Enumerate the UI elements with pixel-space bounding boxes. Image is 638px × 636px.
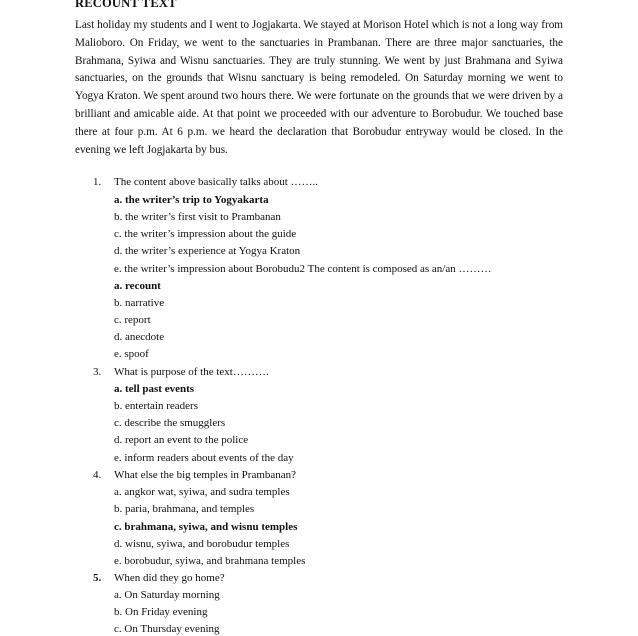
question-1-option-c: c. the writer’s impression about the guide: [114, 228, 297, 240]
question-3-option-d: d. report an event to the police: [114, 434, 249, 446]
question-2-option-a: a. recount: [114, 280, 161, 292]
question-2-option-c: c. report: [114, 314, 151, 326]
question-4-option-d: d. wisnu, syiwa, and borobudur temples: [114, 538, 290, 550]
question-1-text: The content above basically talks about ……..: [114, 176, 319, 188]
question-4-option-a: a. angkor wat, syiwa, and sudra temples: [114, 486, 290, 498]
question-3-text: What is purpose of the text……….: [114, 366, 269, 378]
recount-paragraph: Last holiday my students and I went to Jogjakarta. We stayed at Morison Hotel which is not a long way from Malioboro. On Friday, we went to the sanctuaries in Prambanan. There are three major sanctuaries, the Brahmana, Syiwa and Wisnu sanctuaries. They are truly stunning. We went by just Brahmana and Syiwa sanctuaries, on the grounds that Wisnu sanctuary is being remodeled. On Saturday morning we went to Yogya Kraton. We spent around two hours there. We were fortunate on the grounds that we were driven by a brilliant and amicable aide. At that point we proceeded with our adventure to Borobudur. We touched base there at four p.m. At 6 p.m. we heard the declaration that Borobudur entryway would be closed. In the evening we left Jogjakarta by bus.: [75, 19, 563, 156]
question-4-option-e: e. borobudur, syiwa, and brahmana temples: [114, 555, 306, 567]
question-5-option-b: b. On Friday evening: [114, 606, 208, 618]
question-2-option-b: b. narrative: [114, 297, 165, 309]
question-4-option-c: c. brahmana, syiwa, and wisnu temples: [114, 521, 298, 533]
page-title: RECOUNT TEXT: [75, 0, 177, 10]
question-3-option-c: c. describe the smugglers: [114, 417, 226, 429]
question-3-option-a: a. tell past events: [114, 383, 195, 395]
question-3-option-b: b. entertain readers: [114, 400, 198, 412]
question-1-option-b: b. the writer’s first visit to Prambanan: [114, 211, 281, 223]
question-1-option-a: a. the writer’s trip to Yogyakarta: [114, 194, 269, 206]
question-5-option-a: a. On Saturday morning: [114, 589, 220, 601]
question-4-number: 4.: [93, 469, 102, 481]
question-2-option-e: e. spoof: [114, 348, 149, 360]
question-3-option-e: e. inform readers about events of the day: [114, 452, 294, 464]
question-1-option-e: e. the writer’s impression about Borobudu2 The content is composed as an/an ………: [114, 263, 492, 275]
question-1-option-d: d. the writer’s experience at Yogya Kraton: [114, 245, 301, 257]
question-3-number: 3.: [93, 366, 102, 378]
question-1-number: 1.: [93, 176, 102, 188]
question-5-number: 5.: [93, 572, 102, 584]
question-5-text: When did they go home?: [114, 572, 225, 584]
question-5-option-c: c. On Thursday evening: [114, 623, 220, 635]
question-4-text: What else the big temples in Prambanan?: [114, 469, 297, 481]
question-2-option-d: d. anecdote: [114, 331, 165, 343]
question-4-option-b: b. paria, brahmana, and temples: [114, 503, 255, 515]
